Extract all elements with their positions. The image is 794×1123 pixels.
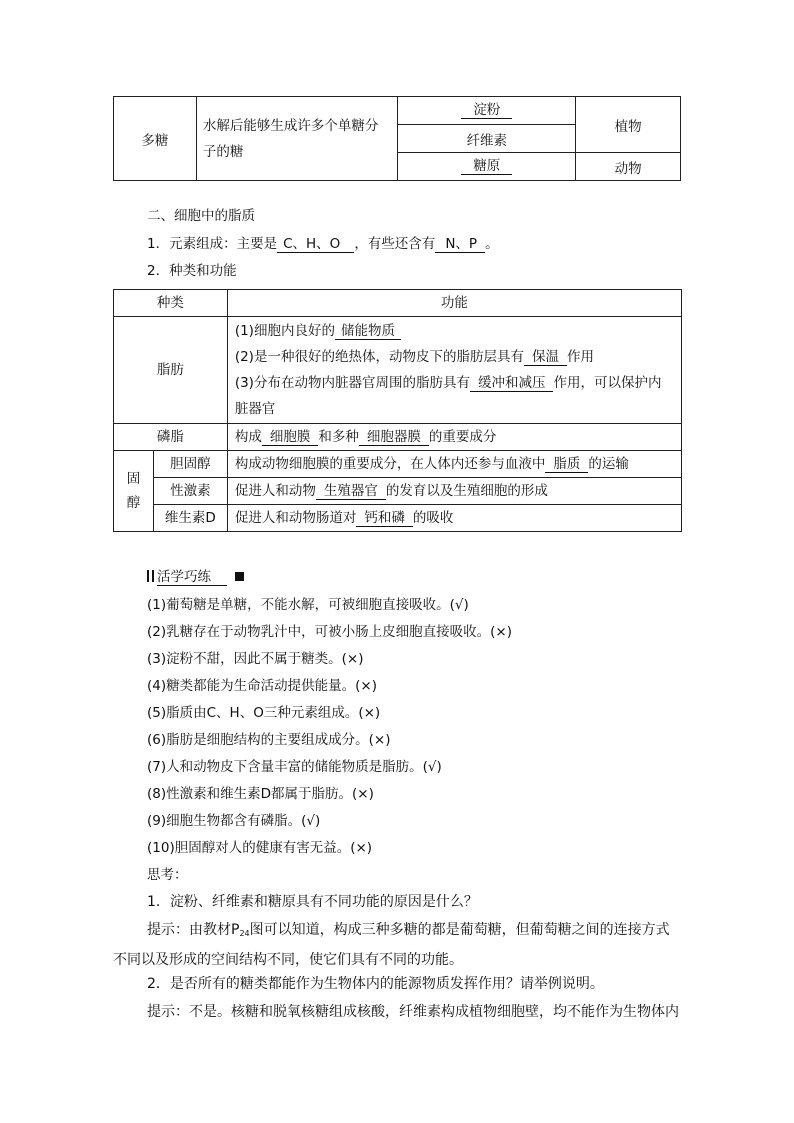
practice-item: (1)葡萄糖是单糖，不能水解，可被细胞直接吸收。(√) — [147, 597, 469, 613]
sterol-label: 固醇 — [114, 451, 154, 532]
phospholipid-label: 磷脂 — [114, 424, 228, 451]
answer-np: N、P — [435, 237, 485, 253]
practice-item: (9)细胞生物都含有磷脂。(√) — [147, 813, 321, 829]
section-heading: 二、细胞中的脂质 — [147, 208, 255, 224]
practice-item: (3)淀粉不甜，因此不属于糖类。(×) — [147, 651, 364, 667]
practice-item: (5)脂质由C、H、O三种元素组成。(×) — [147, 705, 381, 721]
element-composition: 1．元素组成：主要是 C、H、O ，有些还含有 N、P 。 — [147, 236, 499, 252]
fat-function-3: (3)分布在动物内脏器官周围的脂肪具有 缓冲和减压 作用，可以保护内脏器官 — [234, 375, 662, 417]
practice-item: (2)乳糖存在于动物乳汁中，可被小肠上皮细胞直接吸收。(×) — [147, 624, 512, 640]
cholesterol-function: 构成动物细胞膜的重要成分，在人体内还参与血液中 脂质 的运输 — [227, 451, 681, 478]
practice-title: 活学巧练 — [147, 569, 244, 586]
fat-function-1: (1)细胞内良好的 储能物质 — [235, 318, 674, 344]
poly-description-cell: 水解后能够生成许多个单糖分子的糖 — [196, 97, 398, 181]
header-function: 功能 — [227, 290, 681, 317]
practice-item: (6)脂肪是细胞结构的主要组成成分。(×) — [147, 732, 391, 748]
header-kind: 种类 — [114, 290, 228, 317]
vitamin-d-label: 维生素D — [153, 505, 227, 532]
poly-row-cellulose: 纤维素 — [398, 125, 576, 153]
practice-item: (8)性激素和维生素D都属于脂肪。(×) — [147, 786, 374, 802]
answer-2: 提示：不是。核糖和脱氧核糖组成核酸，纤维素构成植物细胞壁，均不能作为生物体内 — [147, 1004, 679, 1020]
practice-item: (4)糖类都能为生命活动提供能量。(×) — [147, 678, 377, 694]
question-2: 2．是否所有的糖类都能作为生物体内的能源物质发挥作用？请举例说明。 — [147, 976, 604, 992]
fat-functions — [227, 317, 681, 424]
thinking-label: 思考： — [147, 867, 188, 883]
poly-source-plant: 植物 — [576, 97, 681, 153]
types-functions-heading: 2．种类和功能 — [147, 263, 237, 279]
question-1: 1．淀粉、纤维素和糖原具有不同功能的原因是什么？ — [147, 894, 478, 910]
square-icon — [235, 572, 244, 581]
polysaccharide-table — [113, 96, 681, 181]
answer-cho: C、H、O — [277, 237, 354, 253]
lipid-table — [113, 289, 682, 532]
poly-row-starch: 淀粉 — [398, 97, 576, 125]
sex-hormone-label: 性激素 — [153, 478, 227, 505]
practice-item: (7)人和动物皮下含量丰富的储能物质是脂肪。(√) — [147, 759, 442, 775]
vitamin-d-function: 促进人和动物肠道对 钙和磷 的吸收 — [227, 505, 681, 532]
cholesterol-label: 胆固醇 — [153, 451, 227, 478]
title-bar-icon — [152, 570, 154, 582]
title-bar-icon — [147, 570, 149, 582]
fat-label: 脂肪 — [114, 317, 228, 424]
poly-source-animal: 动物 — [576, 153, 681, 181]
poly-row-glycogen: 糖原 — [398, 153, 576, 181]
answer-1: 提示：由教材$P_{24}$图可以知道，构成三种多糖的都是葡萄糖，但葡萄糖之间的连接方式不同以及形成的空间结构不同，使它们具有不同的功能。 — [113, 922, 670, 968]
poly-category-cell: 多糖 — [114, 97, 197, 181]
practice-item: (10)胆固醇对人的健康有害无益。(×) — [147, 840, 373, 856]
sex-hormone-function: 促进人和动物 生殖器官 的发育以及生殖细胞的形成 — [227, 478, 681, 505]
phospholipid-function: 构成 细胞膜 和多种 细胞器膜 的重要成分 — [227, 424, 681, 451]
fat-function-2: (2)是一种很好的绝热体，动物皮下的脂肪层具有 保温 作用 — [234, 349, 594, 365]
